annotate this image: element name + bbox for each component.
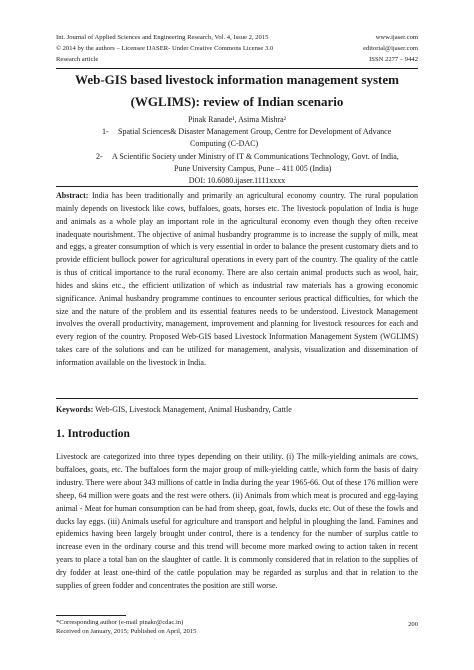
authors: Pinak Ranade¹, Asima Mishra² xyxy=(187,115,287,124)
keywords-label: Keywords: xyxy=(56,405,94,414)
journal-name: Int. Journal of Applied Sciences and Engineering Research, Vol. 4, Issue 2, 2015 xyxy=(56,34,269,41)
abstract-text: India has been traditionally and primarily an agricultural economy country. The rural population mainly depends on livestock like cows, buffaloes, goats, horses etc. The livestock population of India is huge and animals as a whole play an important role in the agricultural economy even though they often receive inadequate nourishment. The objective of animal husbandry programme is to increase the supply of milk, meat and eggs, a greater consumption of which is very essential in order to balance the present customary diets and to provide efficient bullock power for agricultural operations in every part of the country. The quality of the cattle is thus of critical importance to the rural economy. There are also certain animal products such as wool, hair, hides and skins etc., the efficient utilization of which as industrial raw materials has a growing economic significance. Animal husbandry programme continues to encounter serious practical difficulties, for which the size and the nature of the problem and its essential features needs to be understood. Livestock Management involves the overall productivity, management, improvement and planning for livestock resources for each and every region of the country. Proposed Web-GIS based Livestock Information Management System (WGLIMS) takes care of the solutions and can be utilized for management, analysis, visualization and dissemination of information available on the livestock in India. xyxy=(56,191,418,367)
header-divider xyxy=(56,68,418,69)
affiliation-1-number: 1- xyxy=(102,127,109,136)
abstract-label: Abstract: xyxy=(56,191,89,200)
affiliation-1-line-1: Spatial Sciences& Disaster Management Group, Centre for Development of Advance xyxy=(118,127,392,136)
affiliation-2-number: 2- xyxy=(96,152,103,161)
abstract-bottom-rule xyxy=(56,398,418,399)
issn: ISSN 2277 – 9442 xyxy=(369,56,418,63)
footnote-divider xyxy=(56,615,126,616)
journal-website[interactable]: www.ijaser.com xyxy=(375,34,418,41)
journal-email[interactable]: editorial@ijaser.com xyxy=(363,45,418,52)
affiliation-1-line-2: Computing (C-DAC) xyxy=(190,139,259,148)
copyright-notice: © 2014 by the authors – Licensee IJASER- Under Creative Commons License 3.0 xyxy=(56,45,274,52)
paper-title-line-2: (WGLIMS): review of Indian scenario xyxy=(130,94,344,109)
doi[interactable]: DOI: 10.6080.ijaser.1111xxxx xyxy=(188,176,286,185)
keywords-text: Web-GIS, Livestock Management, Animal Husbandry, Cattle xyxy=(93,405,292,414)
introduction-text: Livestock are categorized into three types depending on their utility. (i) The milk-yielding animals are cows, buffaloes, goats, etc. The buffaloes form the major group of milk-yielding cattle, which form the basis of dairy industry. There were about 343 millions of cattle in India during the year 1965-66. Out of these 176 million were sheep, 64 million were goats and the rest were others. (ii) Animals from which meat is procured and egg-laying animal - Meat for human consumption can be had from sheep, goat, fowls, ducks etc. Out of these the fowls and ducks lay eggs. (iii) Animals useful for agriculture and transport and helpful in ploughing the land. Famines and epidemics having been largely brought under control, there is a tendency for the number of surplus cattle to increase even in the ordinary course and this trend will become more marked owing to action taken in recent years to place a total ban on the slaughter of cattle. It is commonly considered that in relation to the supplies of dry fodder at least one-third of the cattle population may be regarded as surplus and that in relation to the supplies of green fodder and concentrates the position are still worse. xyxy=(56,452,418,591)
abstract xyxy=(56,190,418,370)
received-published-dates: Received on January, 2015; Published on April, 2015 xyxy=(56,628,197,635)
page-number: 200 xyxy=(408,621,418,628)
affiliation-2-line-1: A Scientific Society under Ministry of IT & Communications Technology, Govt. of India, xyxy=(112,152,399,161)
keywords xyxy=(56,405,418,414)
corresponding-author-footnote: *Corresponding author (e-mail pinakr@cdac.in) xyxy=(56,619,184,626)
abstract-top-rule xyxy=(56,186,418,187)
affiliation-2-line-2: Pune University Campus, Pune – 411 005 (India) xyxy=(174,164,332,173)
paper-title-line-1: Web-GIS based livestock information management system xyxy=(75,72,399,87)
article-type: Research article xyxy=(56,56,99,63)
section-heading-introduction: 1. Introduction xyxy=(56,428,130,440)
